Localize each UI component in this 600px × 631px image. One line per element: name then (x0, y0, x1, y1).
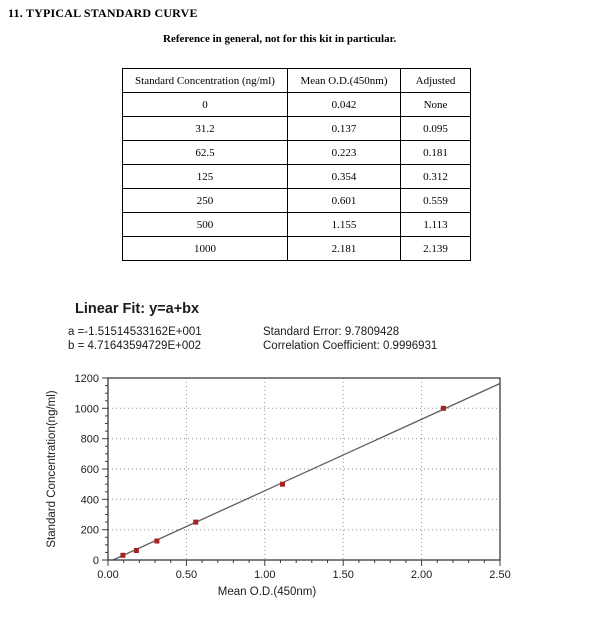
svg-text:800: 800 (80, 433, 99, 446)
standard-error-value: Standard Error: 9.7809428 (263, 326, 400, 338)
table-cell: 0 (123, 93, 288, 117)
table-cell: 500 (123, 213, 288, 237)
svg-text:1000: 1000 (74, 403, 99, 416)
correlation-coefficient-value: Correlation Coefficient: 0.9996931 (263, 340, 438, 352)
svg-text:1.50: 1.50 (332, 569, 354, 581)
fit-intercept-value: a =-1.51514533162E+001 (68, 326, 202, 338)
table-cell: 31.2 (123, 117, 288, 141)
svg-text:400: 400 (80, 494, 99, 507)
table-cell: 1.155 (288, 213, 401, 237)
table-cell: 0.181 (401, 141, 471, 165)
table-cell: 0.559 (401, 189, 471, 213)
standard-table (122, 68, 471, 261)
table-cell: 0.223 (288, 141, 401, 165)
table-row (123, 213, 471, 237)
table-header-cell: Adjusted (401, 69, 471, 93)
table-cell: 0.137 (288, 117, 401, 141)
svg-text:Standard Concentration(ng/ml): Standard Concentration(ng/ml) (46, 390, 58, 548)
table-cell: 0.095 (401, 117, 471, 141)
table-row (123, 117, 471, 141)
linear-fit-title: Linear Fit: y=a+bx (75, 301, 200, 317)
table-cell: 2.181 (288, 237, 401, 261)
table-cell: 0.601 (288, 189, 401, 213)
table-cell: 0.312 (401, 165, 471, 189)
table-cell: 2.139 (401, 237, 471, 261)
table-cell: 125 (123, 165, 288, 189)
svg-text:0: 0 (92, 555, 99, 567)
table-header-row (123, 69, 471, 93)
fit-slope-value: b = 4.71643594729E+002 (68, 340, 202, 352)
table-row (123, 141, 471, 165)
svg-text:0.50: 0.50 (175, 569, 198, 581)
svg-text:Mean O.D.(450nm): Mean O.D.(450nm) (217, 586, 317, 598)
section-heading: 11. TYPICAL STANDARD CURVE (8, 6, 198, 20)
svg-text:600: 600 (80, 464, 99, 476)
table-head (123, 69, 471, 93)
table-cell: 1.113 (401, 213, 471, 237)
standard-curve-chart (0, 358, 600, 628)
table-row (123, 237, 471, 261)
table-row (123, 93, 471, 117)
svg-text:2.50: 2.50 (489, 569, 511, 581)
table-row (123, 165, 471, 189)
table-header-cell: Mean O.D.(450nm) (288, 69, 401, 93)
table-header-cell: Standard Concentration (ng/ml) (123, 69, 288, 93)
table-cell: 62.5 (123, 141, 288, 165)
table-row (123, 189, 471, 213)
svg-text:1.00: 1.00 (254, 569, 276, 581)
svg-text:200: 200 (80, 524, 99, 537)
table-cell: 1000 (123, 237, 288, 261)
table-cell: 250 (123, 189, 288, 213)
table-body (123, 93, 471, 261)
svg-text:0.00: 0.00 (97, 569, 119, 581)
reference-note: Reference in general, not for this kit in particular. (163, 33, 397, 45)
svg-text:1200: 1200 (74, 373, 99, 385)
table-cell: 0.354 (288, 165, 401, 189)
table-cell: None (401, 93, 471, 117)
table-cell: 0.042 (288, 93, 401, 117)
svg-text:2.00: 2.00 (410, 569, 433, 581)
